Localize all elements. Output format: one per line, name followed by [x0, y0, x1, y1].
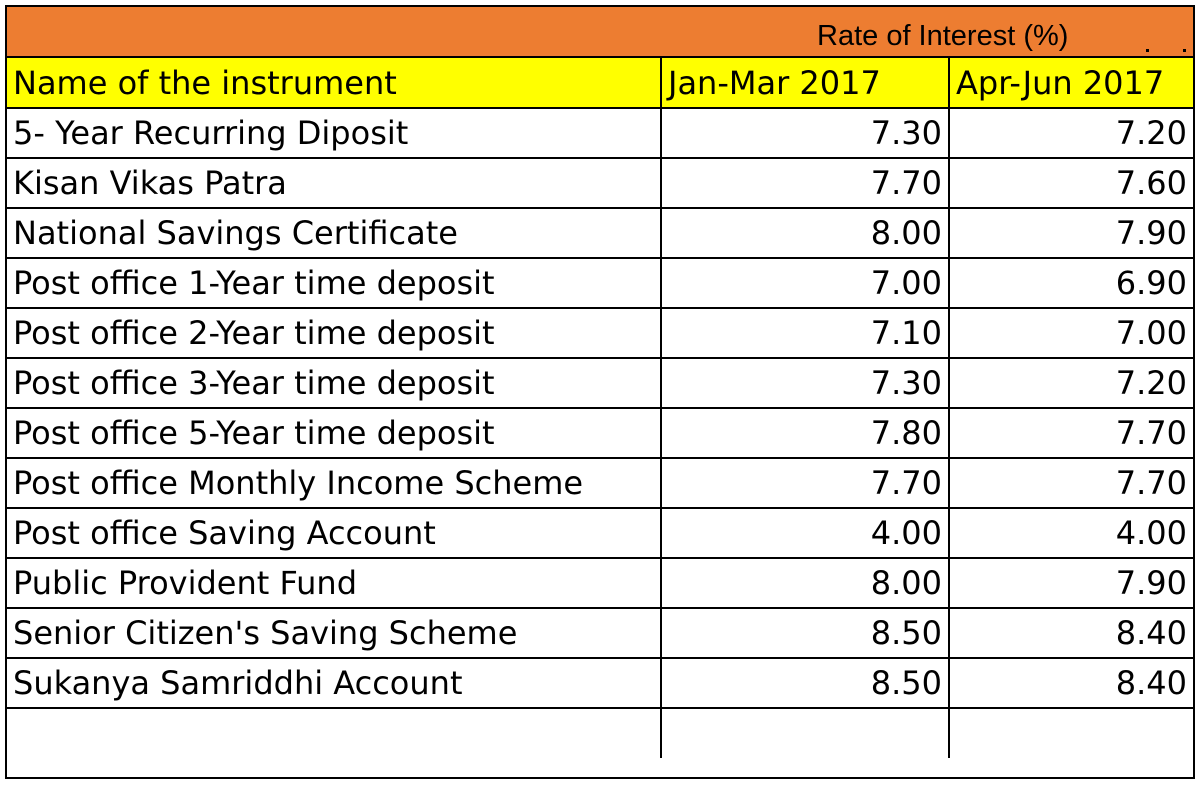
instrument-name-cell: 5- Year Recurring Diposit: [7, 108, 661, 158]
table-row: [7, 508, 1193, 558]
table-row: [7, 558, 1193, 608]
table-row: [7, 408, 1193, 458]
apr-jun-rate-cell: [949, 708, 1193, 758]
apr-jun-rate-cell: 7.70: [949, 408, 1193, 458]
table-row: [7, 208, 1193, 258]
jan-mar-rate-cell: 7.70: [661, 458, 949, 508]
apr-jun-rate-cell: 7.90: [949, 208, 1193, 258]
instrument-name-cell: Kisan Vikas Patra: [7, 158, 661, 208]
table-row: [7, 258, 1193, 308]
banner-dot-decoration: [1146, 49, 1149, 52]
table-row: [7, 358, 1193, 408]
column-header-instrument: Name of the instrument: [7, 58, 661, 108]
table-body: [7, 108, 1193, 758]
instrument-name-cell: Sukanya Samriddhi Account: [7, 658, 661, 708]
apr-jun-rate-cell: 7.20: [949, 358, 1193, 408]
table-row: [7, 708, 1193, 758]
instrument-name-cell: Senior Citizen's Saving Scheme: [7, 608, 661, 658]
instrument-name-cell: Post office 2-Year time deposit: [7, 308, 661, 358]
jan-mar-rate-cell: 8.00: [661, 558, 949, 608]
apr-jun-rate-cell: 7.60: [949, 158, 1193, 208]
jan-mar-rate-cell: 8.00: [661, 208, 949, 258]
table-row: [7, 108, 1193, 158]
instrument-name-cell: Post office Saving Account: [7, 508, 661, 558]
instrument-name-cell: Post office 3-Year time deposit: [7, 358, 661, 408]
column-header-jan-mar: Jan-Mar 2017: [661, 58, 949, 108]
banner-dot-decoration: [1183, 49, 1186, 52]
apr-jun-rate-cell: 4.00: [949, 508, 1193, 558]
instrument-name-cell: [7, 708, 661, 758]
instrument-name-cell: Post office Monthly Income Scheme: [7, 458, 661, 508]
jan-mar-rate-cell: 7.80: [661, 408, 949, 458]
apr-jun-rate-cell: 7.90: [949, 558, 1193, 608]
instrument-name-cell: Post office 5-Year time deposit: [7, 408, 661, 458]
interest-rate-sheet: [5, 5, 1195, 779]
jan-mar-rate-cell: 8.50: [661, 658, 949, 708]
jan-mar-rate-cell: 7.70: [661, 158, 949, 208]
apr-jun-rate-cell: 7.00: [949, 308, 1193, 358]
instrument-name-cell: Post office 1-Year time deposit: [7, 258, 661, 308]
instrument-name-cell: Public Provident Fund: [7, 558, 661, 608]
table-row: [7, 658, 1193, 708]
header-row: [7, 58, 1193, 108]
table-row: [7, 158, 1193, 208]
apr-jun-rate-cell: 6.90: [949, 258, 1193, 308]
apr-jun-rate-cell: 7.20: [949, 108, 1193, 158]
jan-mar-rate-cell: [661, 708, 949, 758]
jan-mar-rate-cell: 7.00: [661, 258, 949, 308]
jan-mar-rate-cell: 7.10: [661, 308, 949, 358]
banner-title: Rate of Interest (%): [817, 20, 1069, 52]
table-row: [7, 608, 1193, 658]
apr-jun-rate-cell: 8.40: [949, 658, 1193, 708]
jan-mar-rate-cell: 8.50: [661, 608, 949, 658]
column-header-apr-jun: Apr-Jun 2017: [949, 58, 1193, 108]
table-row: [7, 308, 1193, 358]
jan-mar-rate-cell: 7.30: [661, 358, 949, 408]
rate-of-interest-banner: [7, 7, 1193, 58]
jan-mar-rate-cell: 7.30: [661, 108, 949, 158]
apr-jun-rate-cell: 7.70: [949, 458, 1193, 508]
instrument-name-cell: National Savings Certificate: [7, 208, 661, 258]
apr-jun-rate-cell: 8.40: [949, 608, 1193, 658]
interest-rate-table: [7, 58, 1193, 758]
jan-mar-rate-cell: 4.00: [661, 508, 949, 558]
table-row: [7, 458, 1193, 508]
